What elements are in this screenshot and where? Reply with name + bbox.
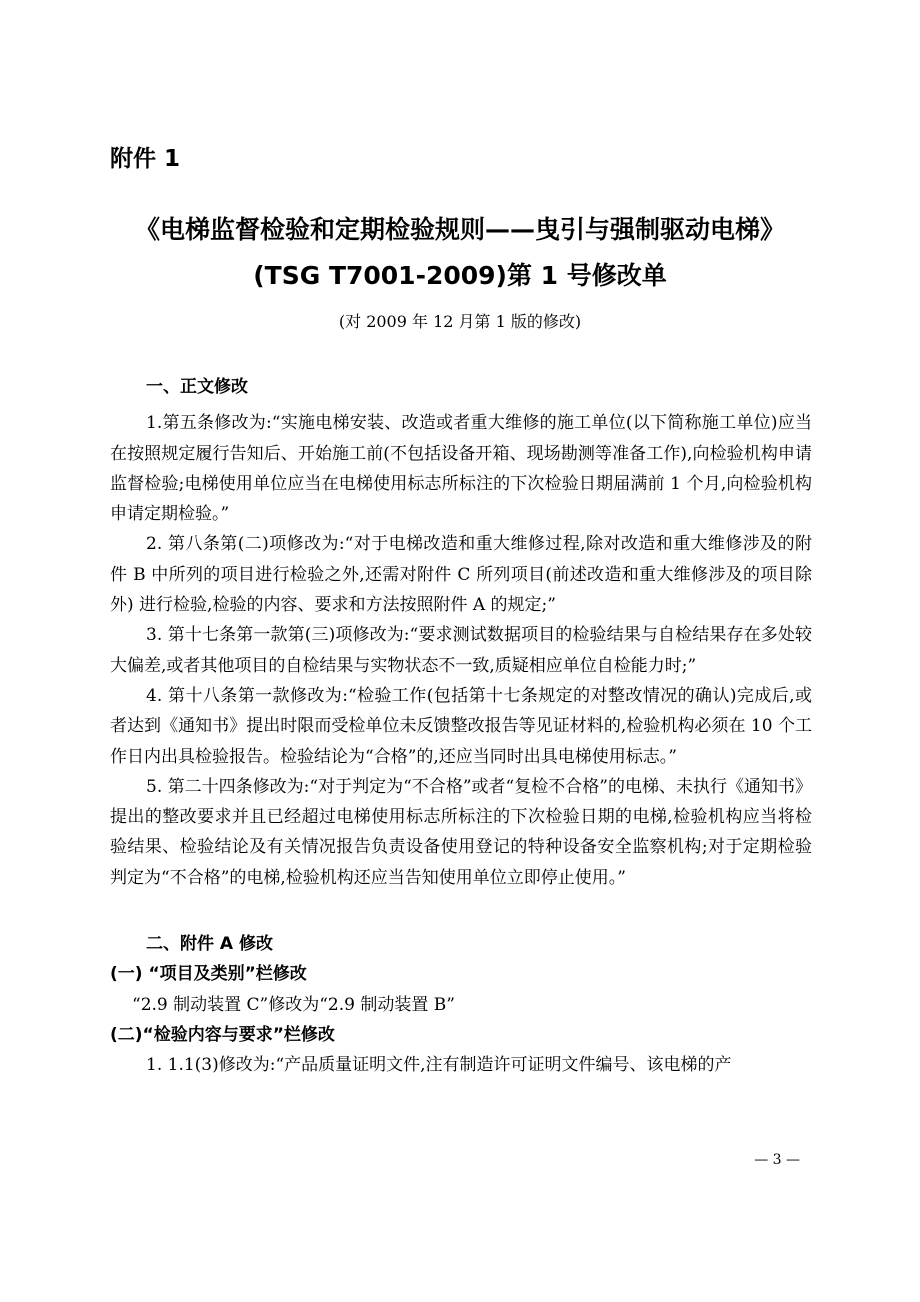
section2-heading: 二、附件 A 修改 (146, 934, 273, 955)
document-body (110, 372, 812, 1081)
attachment-label: 附件 1 (110, 146, 181, 172)
section1-item-4: 4. 第十八条第一款修改为:“检验工作(包括第十七条规定的对整改情况的确认)完成后,或者达到《通知书》提出时限而受检单位未反馈整改报告等见证材料的,检验机构必须在 10 个工作日内出具检验报告。检验结论为“合格”的,还应当同时出具电梯使用标志。” (110, 685, 812, 767)
section1-heading: 一、正文修改 (146, 377, 248, 397)
document-title-line1: 《电梯监督检验和定期检验规则——曳引与强制驱动电梯》 (134, 215, 785, 244)
section1-item-1: 1.第五条修改为:“实施电梯安装、改造或者重大维修的施工单位(以下简称施工单位)应当在按照规定履行告知后、开始施工前(不包括设备开箱、现场勘测等准备工作),向检验机构申请监督检验;电梯使用单位应当在电梯使用标志所标注的下次检验日期届满前 1 个月,向检验机构申请定期检验。” (110, 413, 812, 525)
section1-item-5: 5. 第二十四条修改为:“对于判定为“不合格”或者“复检不合格”的电梯、未执行《通知书》提出的整改要求并且已经超过电梯使用标志所标注的下次检验日期的电梯,检验机构应当将检验结果、检验结论及有关情况报告负责设备使用登记的特种设备安全监察机构;对于定期检验判定为“不合格”的电梯,检验机构还应当告知使用单位立即停止使用。” (110, 776, 812, 888)
document-subtitle: (对 2009 年 12 月第 1 版的修改) (338, 312, 582, 331)
page-number: — 3 — (754, 1152, 800, 1168)
section2-sub1-text: “2.9 制动装置 C”修改为“2.9 制动装置 B” (132, 994, 455, 1015)
section1-item-3: 3. 第十七条第一款第(三)项修改为:“要求测试数据项目的检验结果与自检结果存在多处较大偏差,或者其他项目的自检结果与实物状态不一致,质疑相应单位自检能力时;” (110, 625, 812, 676)
section1-item-2: 2. 第八条第(二)项修改为:“对于电梯改造和重大维修过程,除对改造和重大维修涉及的附件 B 中所列的项目进行检验之外,还需对附件 C 所列项目(前述改造和重大维修涉及的项目除外) 进行检验,检验的内容、要求和方法按照附件 A 的规定;” (110, 534, 812, 616)
section2-sub2-item: 1. 1.1(3)修改为:“产品质量证明文件,注有制造许可证明文件编号、该电梯的产 (146, 1055, 732, 1076)
document-title-line2: (TSG T7001-2009)第 1 号修改单 (253, 261, 667, 290)
section2-sub2-heading: (二)“检验内容与要求”栏修改 (110, 1024, 335, 1045)
section2-sub1-heading: (一) “项目及类别”栏修改 (110, 964, 307, 985)
